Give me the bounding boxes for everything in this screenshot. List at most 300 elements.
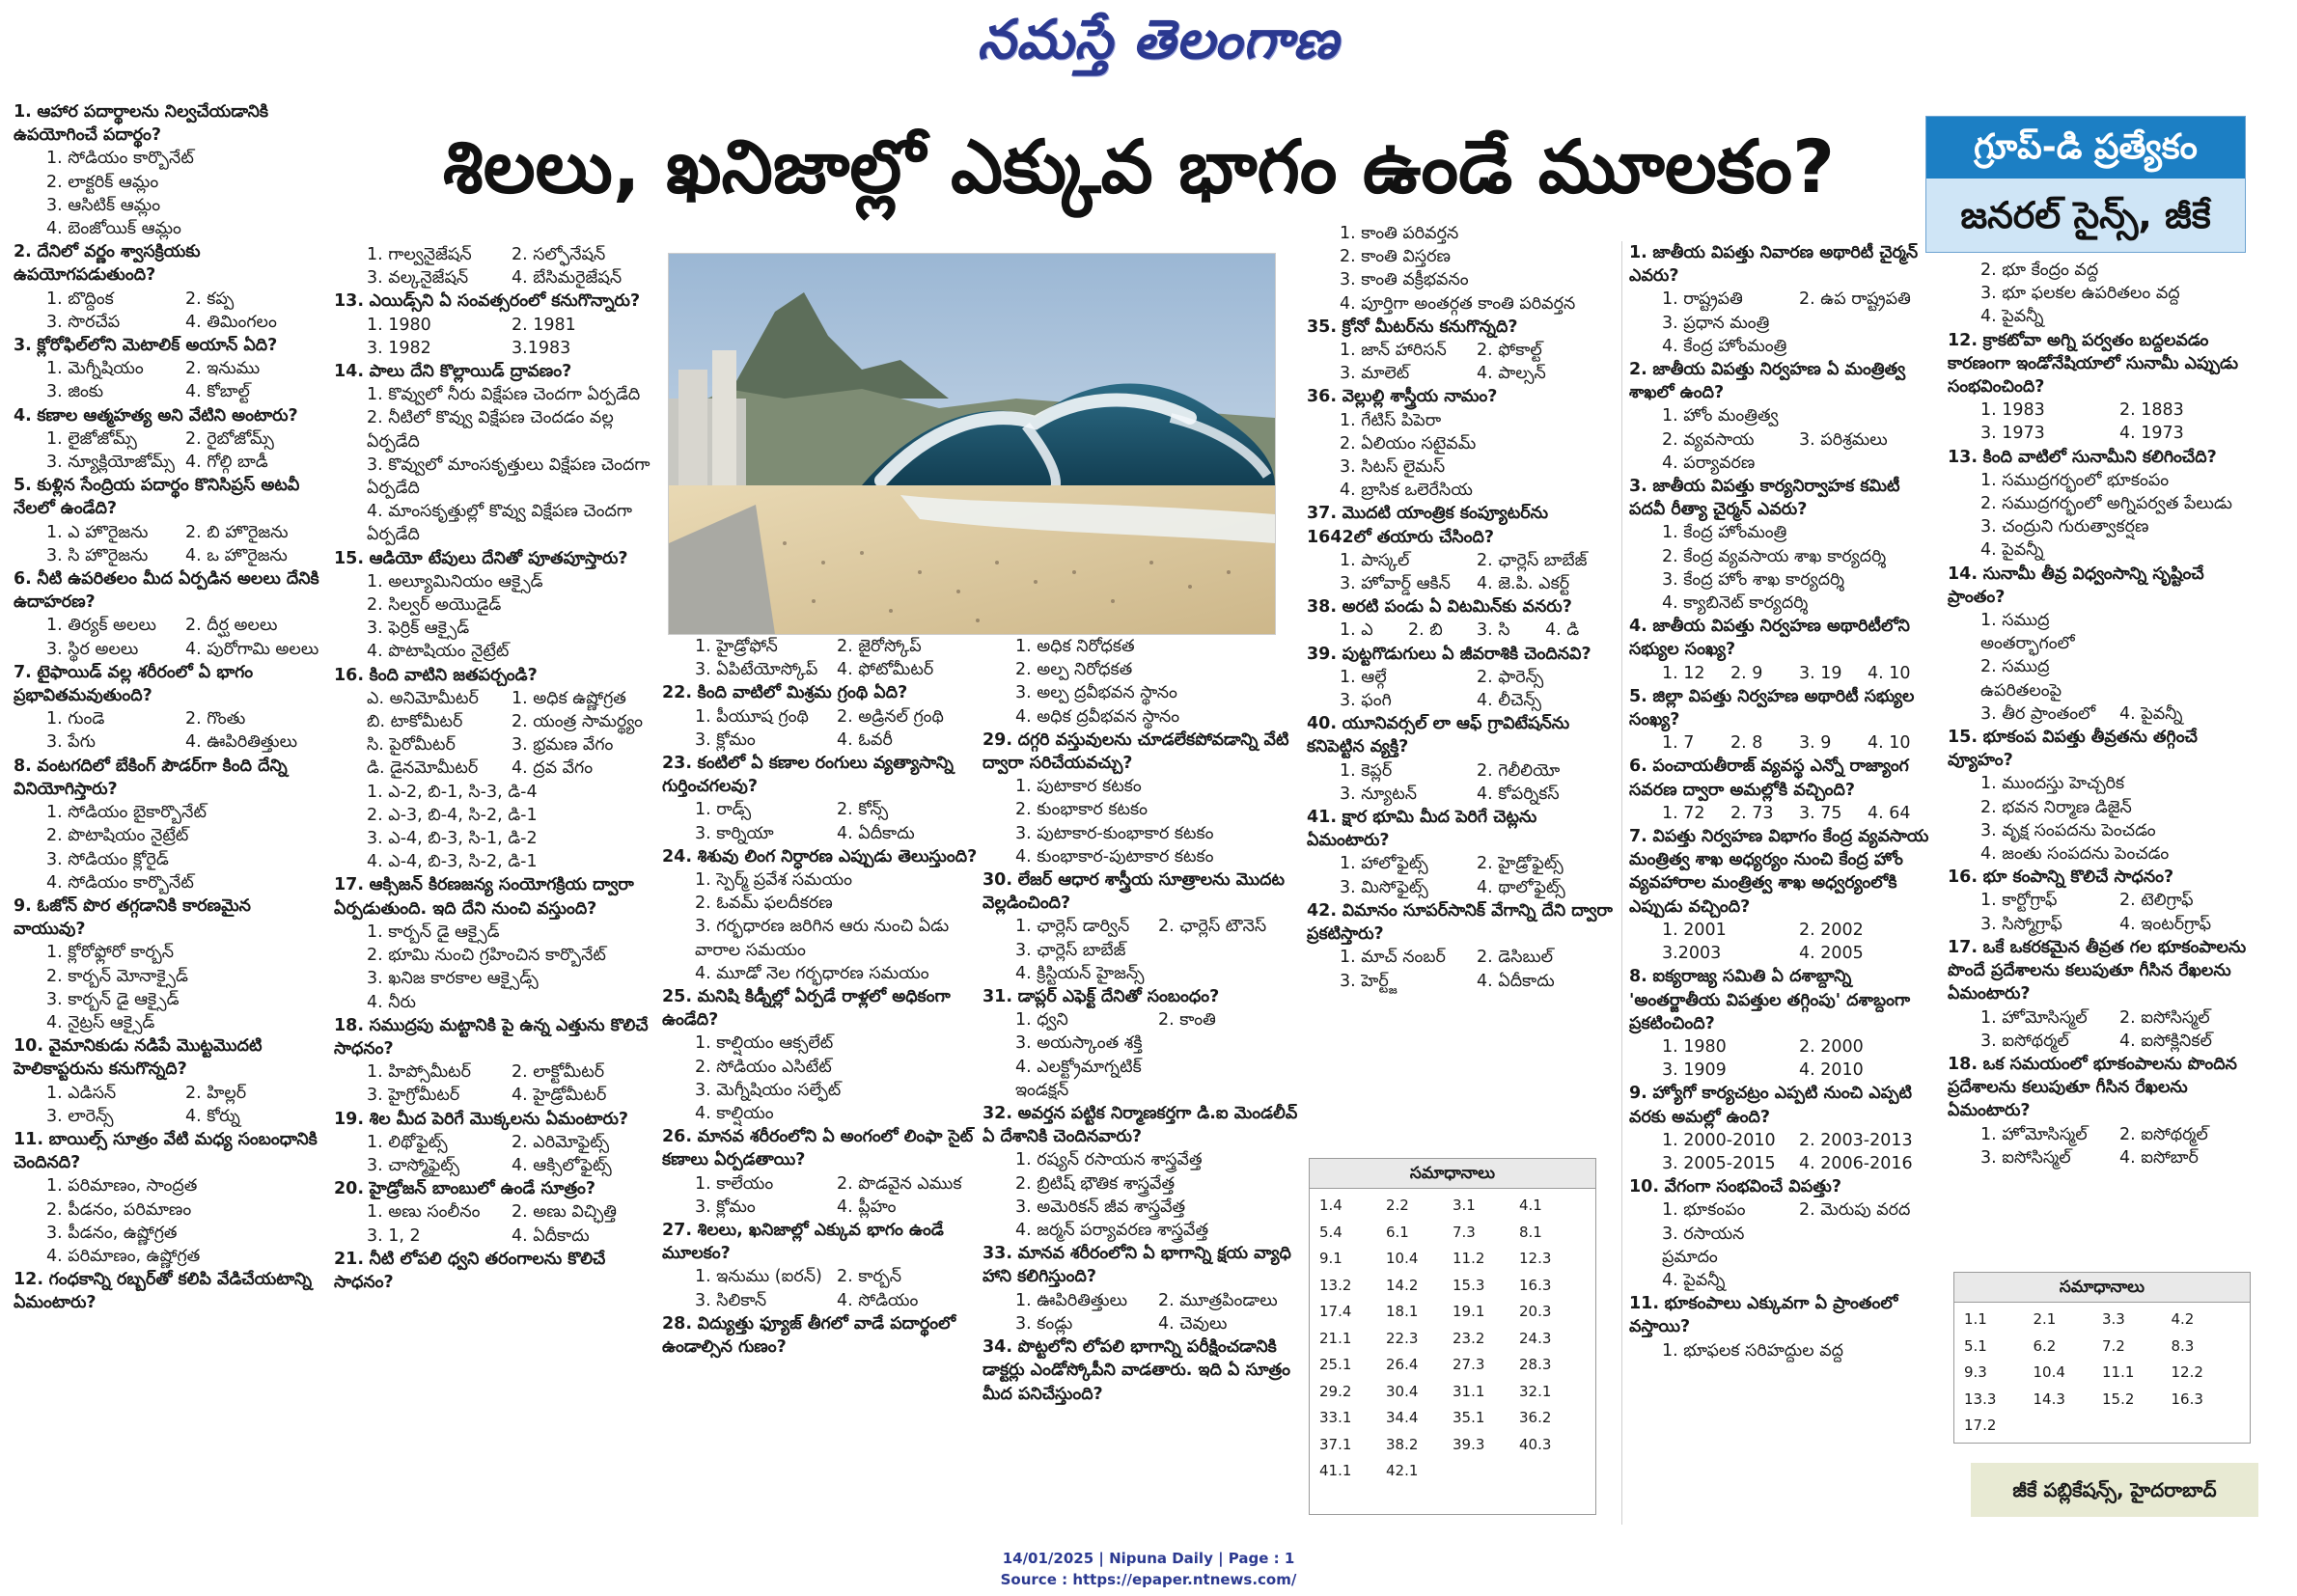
question-options: [1948, 1006, 2258, 1053]
option: [1799, 404, 1936, 427]
option: 2. అడ్రినల్ గ్రంథి: [837, 706, 944, 727]
option-row: [1340, 970, 1614, 993]
option-row: [1662, 942, 1936, 965]
option: 2. సిల్వర్ అయొడైడ్: [367, 595, 502, 616]
question-options: [14, 427, 324, 474]
option: 1. లైజోజోమ్స్: [46, 428, 137, 449]
question-options: [1307, 222, 1614, 316]
option: 4. ద్రవ వేగం: [512, 758, 594, 779]
option-row: [367, 1060, 656, 1084]
option: 3. 9: [1799, 733, 1832, 754]
option-row: [695, 705, 979, 729]
option: 2. బి: [1408, 620, 1443, 641]
option-row: [1980, 1030, 2258, 1053]
question-options: [14, 707, 324, 754]
option-row: [1662, 662, 1936, 685]
option: 2. సోడియం ఎసిటేట్: [695, 1057, 832, 1077]
question-options: [1629, 731, 1936, 755]
option: 4. కేంద్ర హోంమంత్రి: [1662, 336, 1787, 356]
question-options: [1629, 1035, 1936, 1082]
option: 1. కార్బన్ డై ఆక్సైడ్: [367, 922, 500, 942]
option-row: [46, 380, 324, 403]
question: [14, 334, 324, 404]
option: 4. థాలోఫైట్స్: [1477, 877, 1565, 897]
option: 3. న్యూటన్: [1340, 784, 1418, 804]
answer-cell: 12.3: [1519, 1250, 1552, 1267]
question: [1629, 965, 1936, 1082]
question-options: [662, 635, 979, 681]
option: 3. క్లోమం: [695, 729, 756, 750]
question-text: [1948, 936, 2258, 1006]
answer-cell: 11.2: [1453, 1250, 1485, 1267]
answer-cell: 36.2: [1519, 1409, 1552, 1426]
option: 2. బి హొరైజను: [185, 522, 289, 542]
option-row: [1662, 919, 1936, 942]
option: 3. చంద్రుని గురుత్వాకర్షణ: [1980, 517, 2149, 537]
option-row: [1662, 1035, 1936, 1059]
question-number: 15.: [1948, 728, 1979, 748]
question-options: [334, 570, 656, 664]
option-row: [1662, 1129, 1936, 1152]
question-options: [662, 798, 979, 844]
option: 2. కప్ప: [185, 289, 235, 309]
option: 4. మూడో నెల గర్భధారణ సమయం: [695, 963, 929, 983]
answer-cell: 40.3: [1519, 1435, 1552, 1453]
option-row: [1980, 655, 2258, 702]
option: 2. హైడ్రోఫైట్స్: [1477, 854, 1564, 874]
option: 4. క్యాబినెట్ కార్యదర్శి: [1662, 593, 1809, 614]
question: [14, 894, 324, 1034]
question-number: 23.: [662, 754, 693, 774]
option: 2. కాంతి విస్తరణ: [1340, 247, 1451, 267]
option: 1. 2001: [1662, 920, 1727, 940]
option: 2. ఉప రాష్ట్రపతి: [1799, 289, 1911, 310]
question-text: [334, 1014, 656, 1060]
question: [662, 1125, 979, 1219]
option-row: [367, 1200, 656, 1224]
section-tag-line2: జనరల్ సైన్స్, జీకే: [1926, 179, 2245, 252]
question-stem: కింది వాటిలో మిశ్రమ గ్రంథి ఏది?: [697, 683, 908, 703]
option: 1. హోమోసిస్మల్: [1980, 1124, 2088, 1144]
question-text: [14, 894, 324, 941]
option: [2119, 655, 2258, 702]
option: 1. భూఫలక సరిహద్దుల వద్ద: [1662, 1340, 1843, 1361]
option: 1. పరిమాణం, సాంద్రత: [46, 1176, 198, 1197]
option: 4. ఓవరీ: [837, 729, 893, 750]
question-options: [14, 147, 324, 240]
question: [1307, 316, 1614, 386]
question: [1629, 1175, 1936, 1292]
question-text: [662, 752, 979, 798]
option: 1. ఛార్లెస్ డార్విన్: [1015, 917, 1130, 937]
question-options: [14, 614, 324, 660]
question-text: [1629, 755, 1936, 801]
option: 3. రసాయన ప్రమాదం: [1662, 1224, 1745, 1267]
option: 2. లాక్టరిక్ ఆమ్లం: [46, 172, 159, 192]
option: 2. భవన నిర్మాణ డిజైన్: [1980, 797, 2132, 817]
option: 3. హోవార్డ్ ఆకిన్: [1340, 574, 1451, 594]
option: 4. గోల్గి బాడీ: [185, 453, 268, 473]
option: 3. సి హొరైజను: [46, 545, 149, 565]
option-row: [1662, 1198, 1936, 1222]
question: [1629, 685, 1936, 756]
question-stem: నీటి లోపలి ధ్వని తరంగాలను కొలిచే సాధనం?: [334, 1249, 606, 1292]
question-options: [982, 1289, 1301, 1335]
option: 4. సోడియం: [837, 1290, 919, 1310]
answer-cell: 14.2: [1386, 1276, 1419, 1294]
question-text: [334, 360, 656, 383]
option-row: [1980, 399, 2258, 422]
option: 2. వ్యవసాయ: [1662, 429, 1755, 450]
question-stem: వైమానికుడు నడిపే మొట్టమొదటి హెలికాప్టరును కనుగొన్నది?: [14, 1036, 263, 1080]
option-row: [1980, 422, 2258, 445]
question-options: [1629, 802, 1936, 825]
option: 2. కేంద్ర వ్యవసాయ శాఖ కార్యదర్శి: [1662, 546, 1887, 566]
option: 2. కాంతి: [1158, 1010, 1216, 1031]
option: 1. కెప్లర్: [1340, 760, 1393, 781]
question-stem: వెల్లుల్లి శాస్త్రీయ నామం?: [1342, 387, 1498, 407]
answer-cell: 13.3: [1964, 1390, 1997, 1408]
question: [14, 404, 324, 475]
question-text: [1307, 806, 1614, 852]
option: 1. ఎడిసన్: [46, 1083, 117, 1103]
answer-cell: 34.4: [1386, 1409, 1419, 1426]
question: [982, 1102, 1301, 1242]
question-text: [334, 1248, 656, 1294]
option: 3. కార్నియా: [695, 823, 774, 843]
option: 1. భూకంపం: [1662, 1200, 1746, 1221]
option-row: [367, 710, 656, 733]
column-1: [14, 100, 324, 1315]
option-row: [46, 521, 324, 544]
option: 3. సిస్మోగ్రాఫ్: [1980, 914, 2062, 934]
option-row: [1980, 609, 2258, 655]
option: 3. చాస్మోఫైట్స్: [367, 1155, 460, 1175]
question-options: [982, 1008, 1301, 1102]
option: 2. 1981: [512, 315, 576, 335]
question-number: 39.: [1307, 644, 1338, 664]
answer-cell: 3.3: [2102, 1310, 2125, 1328]
question-options: [334, 314, 656, 360]
question-options: [1307, 339, 1614, 385]
question-text: [1948, 329, 2258, 399]
question-text: [334, 664, 656, 687]
option: 4. బేసిమరైజేషన్: [512, 268, 623, 289]
option: 1. అధిక నిరోధకత: [1015, 637, 1135, 656]
column-divider: [1621, 241, 1622, 1525]
option: 3. ఫంగి: [1340, 691, 1392, 711]
option: 4. 10: [1868, 733, 1911, 754]
option-row: [695, 798, 979, 821]
question-number: 1.: [14, 102, 32, 122]
option: 2. ఇనుము: [185, 359, 261, 379]
option: 4. ఆక్సిలోఫైట్స్: [512, 1155, 612, 1175]
option: 3.1983: [512, 338, 571, 358]
option: 4. కోపర్నికస్: [1477, 784, 1560, 804]
answer-cell: 16.3: [2171, 1390, 2203, 1408]
option: 4. 2010: [1799, 1060, 1864, 1081]
option: [1799, 452, 1936, 475]
question-stem: డాప్లర్ ఎఫెక్ట్ దేనితో సంబంధం?: [1017, 987, 1220, 1007]
question-options: [14, 357, 324, 403]
question-stem: క్రాకటోవా అగ్ని పర్వతం బద్దలవడం కారణంగా ఇండోనేషియాలో సునామీ ఎప్పుడు సంభవించింది?: [1948, 330, 2239, 398]
question: [1629, 825, 1936, 965]
option-row: [695, 729, 979, 752]
option: 4. పొటాషియం నైట్రేట్: [367, 642, 510, 662]
question: [334, 289, 656, 360]
answer-key-2: [1953, 1272, 2251, 1444]
option-row: [1340, 339, 1614, 362]
option: [1799, 312, 1936, 335]
question-options: [1948, 772, 2258, 866]
option: 3. భూ ఫలకల ఉపరితలం వద్ద: [1980, 284, 2180, 304]
question-number: 7.: [14, 662, 32, 682]
question-stem: ఐక్యరాజ్య సమితి ఏ దశాబ్దాన్ని 'అంతర్జాతీయ విపత్తుల తగ్గింపు' దశాబ్దంగా ప్రకటించింది?: [1629, 967, 1911, 1033]
option-row: [1980, 1146, 2258, 1169]
option: 1. ఎ-2, బి-1, సి-3, డి-4: [367, 782, 538, 802]
option: 2. సముద్రగర్భంలో అగ్నిపర్వత పేలుడు: [1980, 494, 2232, 514]
option: 3. కొవ్వులో మాంసకృత్తులు విక్షేపణ చెందగా ఏర్పడేది: [367, 454, 650, 499]
option-row: [1980, 1006, 2258, 1030]
option: 2. ఐసోథర్మల్: [2119, 1124, 2208, 1144]
option: 1. ఎ: [1340, 620, 1373, 641]
option: 4. పురోగామి అలలు: [185, 639, 319, 659]
question: [982, 635, 1301, 729]
option: 2. భూ కేంద్రం వద్ద: [1980, 261, 2099, 280]
question-text: [1948, 563, 2258, 609]
option-row: [367, 1131, 656, 1154]
question-number: 18.: [1948, 1054, 1979, 1074]
option: 3. న్యూక్లియోజోమ్స్: [46, 453, 175, 473]
question-stem: విపత్తు నిర్వహణ విభాగం కేంద్ర వ్యవసాయ మంత్రిత్వ శాఖ అధ్యర్యం నుంచి కేంద్ర హోం వ్యవహారాల మంత్రిత్వ శాఖ అధ్వర్యంలోకి ఎప్పుడు వచ్చింది?: [1629, 827, 1929, 917]
question-number: 26.: [662, 1127, 693, 1147]
answer-cell: 4.2: [2171, 1310, 2195, 1328]
question-stem: అరటి పండు ఏ విటమిన్‌కు వనరు?: [1342, 597, 1572, 618]
question: [662, 985, 979, 1125]
option: 2. ఫోకాల్ట్: [1477, 341, 1542, 361]
answer-cell: 5.4: [1319, 1223, 1342, 1241]
question-options: [334, 781, 656, 874]
option: 4. బెంజోయిక్ ఆమ్లం: [46, 219, 181, 239]
option: 4. మాంసకృత్తుల్లో కొవ్వు విక్షేపణ చెందగా ఏర్పడేది: [367, 502, 633, 545]
question-stem: గంధకాన్ని రబ్బర్‌తో కలిపి వేడిచేయటాన్ని ఏమంటారు?: [14, 1270, 313, 1313]
option: 3. కాంతి వక్రీభవనం: [1340, 270, 1469, 290]
option: 2. బ్రిటిష్ భౌతిక శాస్త్రవేత్త: [1015, 1173, 1176, 1194]
question-stem: ఆడియో టేపులు దేనితో పూతపూస్తారు?: [369, 548, 628, 568]
option: 1. ఇనుము (ఐరన్): [695, 1267, 822, 1287]
question-stem: శిలలు, ఖనిజాల్లో ఎక్కువ భాగం ఉండే మూలకం?: [662, 1221, 944, 1264]
option-row: [367, 337, 656, 360]
option: 3. కార్బన్ డై ఆక్సైడ్: [46, 989, 180, 1009]
question-number: 10.: [1629, 1177, 1660, 1197]
option: 1. సోడియం కార్బొనేట్: [46, 149, 194, 169]
question-text: [334, 873, 656, 920]
question: [1948, 446, 2258, 563]
option: 4. ఎ-4, బి-3, సి-2, డి-1: [367, 852, 538, 872]
question: [334, 243, 656, 289]
option-row: [695, 822, 979, 845]
option: 2. యంత్ర సామర్థ్యం: [512, 712, 644, 732]
option: 3. అయస్కాంత శక్తి: [1015, 1033, 1143, 1054]
question-text: [1629, 1082, 1936, 1128]
question-number: 19.: [334, 1109, 365, 1129]
option: 3. ఆసిటిక్ ఆమ్లం: [46, 195, 161, 215]
column-4: [982, 635, 1301, 1406]
answer-cell: 19.1: [1453, 1303, 1485, 1320]
option: 2. రైబోజోమ్స్: [185, 428, 274, 449]
question-number: 37.: [1307, 504, 1338, 524]
option-row: [1662, 428, 1936, 452]
question-stem: క్షార భూమి మీద పెరిగే చెట్లను ఏమంటారు?: [1307, 808, 1537, 851]
question-text: [982, 868, 1301, 915]
option: 1. పుటాకార కటకం: [1015, 777, 1142, 797]
question-text: [1629, 965, 1936, 1035]
question-number: 4.: [14, 405, 32, 426]
question-text: [1307, 643, 1614, 666]
option-row: [367, 314, 656, 337]
option-row: [1662, 1223, 1936, 1269]
option-row: [695, 1265, 979, 1288]
option-row: [367, 757, 656, 780]
question-stem: ఓజోన్ పొర తగ్గడానికి కారణమైన వాయువు?: [14, 895, 251, 940]
option: 1. కొవ్వులో నీరు విక్షేపణ చెందగా ఏర్పడేది: [367, 385, 641, 405]
question: [14, 567, 324, 661]
option-row: [46, 288, 324, 311]
answer-cell: 24.3: [1519, 1329, 1552, 1347]
column-6: [1629, 241, 1936, 1362]
option-row: [695, 1196, 979, 1219]
option-row: [1340, 946, 1614, 969]
option: 2. గెలీలియో: [1477, 760, 1561, 781]
answer-cell: 9.1: [1319, 1250, 1342, 1267]
question-stem: కణాల ఆత్మహత్య అని వేటిని అంటారు?: [37, 405, 298, 426]
question-options: [662, 1032, 979, 1125]
option: 4. పూర్తిగా అంతర్గత కాంతి పరివర్తన: [1340, 293, 1576, 314]
option: 4. క్రిస్టియన్ హైజన్స్: [1015, 963, 1145, 983]
question-stem: కింది వాటిలో సునామీని కలిగించేది?: [1982, 447, 2217, 467]
option: 2. ఛార్లెస్ బాబేజ్: [1477, 550, 1588, 570]
option: 4. పైవన్నీ: [1980, 307, 2044, 327]
option: 4. పైవన్నీ: [1662, 1270, 1726, 1290]
question: [1629, 1292, 1936, 1362]
answer-cell: 7.3: [1453, 1223, 1476, 1241]
question-number: 10.: [14, 1036, 44, 1057]
question-options: [14, 801, 324, 894]
option: 1. ఊపిరితిత్తులు: [1015, 1290, 1128, 1310]
question-options: [1629, 521, 1936, 615]
question-options: [1629, 404, 1936, 475]
column-7: [1948, 259, 2258, 1169]
question-stem: జాతీయ విపత్తు నివారణ అథారిటీ చైర్మన్ ఎవరు?: [1629, 243, 1919, 287]
option: 3. గర్భధారణ జరిగిన ఆరు నుంచి ఏడు వారాల సమయం: [695, 917, 950, 960]
answer-cell: 6.2: [2033, 1336, 2057, 1355]
question-stem: పంచాయతీరాజ్ వ్యవస్థ ఎన్నో రాజ్యాంగ సవరణ ద్వారా అమల్లోకి వచ్చింది?: [1629, 757, 1909, 800]
question-stem: కంటిలో ఏ కణాల రంగులు వ్యత్యాసాన్ని గుర్తించగలవు?: [662, 754, 954, 797]
question-stem: ఒకే ఒకరకమైన తీవ్రత గల భూకంపాలను పొందే ప్రదేశాలను కలుపుతూ గీసిన రేఖలను ఏమంటారు?: [1948, 937, 2247, 1004]
option: 3. మాలెట్: [1340, 364, 1410, 384]
question: [982, 1242, 1301, 1335]
answer-cell: 1.4: [1319, 1197, 1342, 1214]
question-text: [1948, 726, 2258, 772]
question-text: [662, 681, 979, 704]
option: 2. పొడవైన ఎముక: [837, 1173, 962, 1194]
option: 4. అధిక ద్రవీభవన స్థానం: [1015, 706, 1180, 727]
question-text: [14, 755, 324, 801]
option: 3. 75: [1799, 803, 1842, 823]
option-row: [367, 1225, 656, 1248]
question-number: 18.: [334, 1015, 365, 1035]
option-row: [1662, 312, 1936, 335]
question-options: [334, 687, 656, 781]
option: 4. ఏదీకాదు: [1477, 971, 1555, 991]
option-row: [1340, 666, 1614, 689]
option: 2. భూమి నుంచి గ్రహించిన కార్బొనేట్: [367, 946, 606, 966]
option: 1. సముద్ర అంతర్భాగంలో: [1980, 611, 2075, 654]
question-text: [982, 1335, 1301, 1406]
option-row: [1015, 1008, 1301, 1032]
option: 1. అల్యూమినియం ఆక్సైడ్: [367, 571, 543, 592]
section-tag: [1925, 116, 2246, 253]
question: [1629, 241, 1936, 358]
question: [1307, 712, 1614, 806]
option: 1. బొద్దింక: [46, 289, 114, 309]
option: 2. ఎ-3, బి-4, సి-2, డి-1: [367, 805, 538, 825]
question: [1629, 755, 1936, 825]
question-number: 22.: [662, 683, 693, 703]
question-number: 33.: [982, 1244, 1013, 1264]
answer-cell: 28.3: [1519, 1356, 1552, 1373]
question-stem: పుట్టగొడుగులు ఏ జీవరాశికి చెందినవి?: [1342, 644, 1591, 664]
option: 4. నీరు: [367, 992, 416, 1012]
option-row: [695, 1172, 979, 1196]
question-stem: ఒక సమయంలో భూకంపాలను పొందిన ప్రదేశాలను కలుపుతూ గీసిన రేఖలను ఏమంటారు?: [1948, 1054, 2237, 1121]
section-tag-line1: గ్రూప్-డి ప్రత్యేకం: [1926, 117, 2245, 179]
option-row: [1662, 335, 1936, 358]
question-stem: విద్యుత్తు ఫ్యూజ్ తీగలో వాడే పదార్థంలో ఉండాల్సిన గుణం?: [662, 1313, 956, 1358]
question-text: [1629, 615, 1936, 661]
answer-cell: 2.1: [2033, 1310, 2057, 1328]
option: 1. తిర్యక్ అలలు: [46, 616, 156, 636]
option: 4. ఊపిరితిత్తులు: [185, 732, 298, 753]
option: 3. స్థిర అలలు: [46, 639, 139, 659]
question: [662, 681, 979, 752]
question-text: [982, 985, 1301, 1008]
question-number: 3.: [1629, 477, 1647, 497]
option: 3. హెర్ట్జ్: [1340, 971, 1398, 991]
option-row: [367, 687, 656, 710]
question-options: [1629, 1198, 1936, 1292]
option-row: [1662, 1269, 1936, 1292]
question-number: 12.: [14, 1270, 44, 1290]
option: 4. కాల్షియం: [695, 1104, 774, 1124]
question-number: 8.: [14, 756, 32, 776]
option: 3. 19: [1799, 663, 1842, 683]
option: 4. 64: [1868, 803, 1911, 823]
option: 2. మెరుపు వరద: [1799, 1200, 1911, 1221]
question-options: [662, 1265, 979, 1311]
question-number: 36.: [1307, 387, 1338, 407]
question-number: 6.: [14, 569, 32, 590]
option: 1. 2000-2010: [1662, 1130, 1776, 1150]
question-text: [334, 289, 656, 313]
question: [662, 635, 979, 681]
question-number: 32.: [982, 1104, 1013, 1124]
option: 1. కాంతి పరివర్తన: [1340, 224, 1459, 243]
question: [14, 1128, 324, 1268]
option-row: [1340, 619, 1614, 642]
question-text: [1307, 316, 1614, 339]
question-options: [982, 1148, 1301, 1242]
